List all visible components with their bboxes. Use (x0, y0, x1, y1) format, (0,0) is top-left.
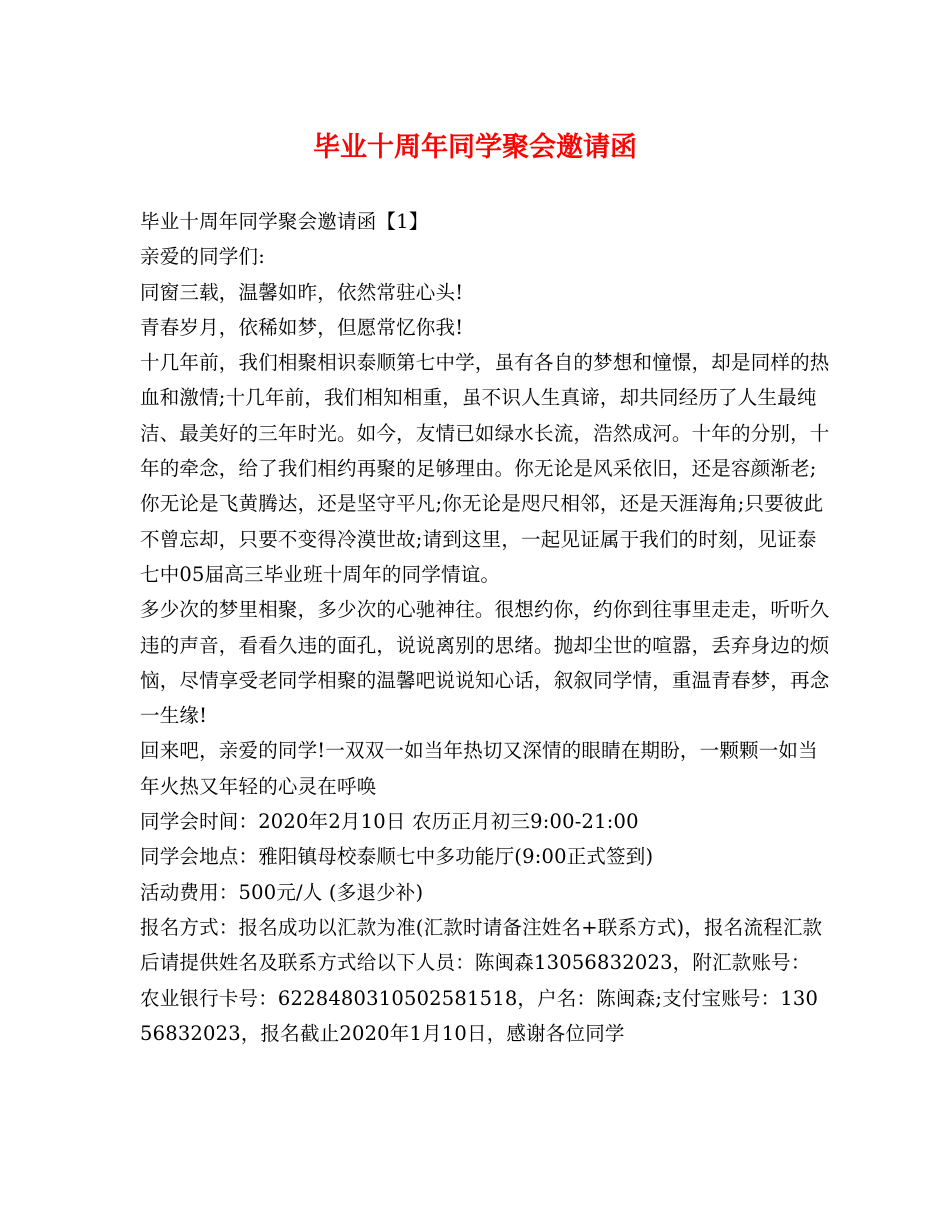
document-body (140, 204, 830, 1051)
paragraph: 多少次的梦里相聚，多少次的心驰神往。很想约你，约你到往事里走走，听听久违的声音，看看久违的面孔，说说离别的思绪。抛却尘世的喧嚣，丢弃身边的烦恼，尽情享受老同学相聚的温馨吧说说知心话，叙叙同学情，重温青春梦，再念一生缘! (140, 598, 830, 728)
event-fee: 活动费用：500元/人 (多退少补) (140, 880, 424, 904)
paragraph: 同窗三载，温馨如昨，依然常驻心头! (140, 280, 464, 304)
section-heading: 毕业十周年同学聚会邀请函【1】 (140, 210, 429, 233)
event-time: 同学会时间：2020年2月10日 农历正月初三9:00-21:00 (140, 810, 639, 834)
salutation: 亲爱的同学们: (140, 245, 265, 269)
document-title: 毕业十周年同学聚会邀请函 (313, 132, 637, 163)
event-location: 同学会地点：雅阳镇母校泰顺七中多功能厅(9:00正式签到) (140, 845, 654, 869)
paragraph: 回来吧，亲爱的同学!一双双一如当年热切又深情的眼睛在期盼，一颗颗一如当年火热又年轻的心灵在呼唤 (140, 739, 818, 798)
registration-info: 报名方式：报名成功以汇款为准(汇款时请备注姓名+联系方式)，报名流程汇款后请提供姓名及联系方式给以下人员：陈闽森13056832023，附汇款账号：农业银行卡号：6228480310502581518，户名：陈闽森;支付宝账号：13056832023，报名截止2020年1月10日，感谢各位同学 (140, 915, 823, 1045)
paragraph: 青春岁月，依稀如梦，但愿常忆你我! (140, 315, 464, 339)
paragraph: 十几年前，我们相聚相识泰顺第七中学，虽有各自的梦想和憧憬，却是同样的热血和激情;十几年前，我们相知相重，虽不识人生真谛，却共同经历了人生最纯洁、最美好的三年时光。如今，友情已如绿水长流，浩然成河。十年的分别，十年的牵念，给了我们相约再聚的足够理由。你无论是风采依旧，还是容颜渐老;你无论是飞黄腾达，还是坚守平凡;你无论是咫尺相邻，还是天涯海角;只要彼此不曾忘却，只要不变得冷漠世故;请到这里，一起见证属于我们的时刻，见证泰七中05届高三毕业班十周年的同学情谊。 (140, 351, 830, 586)
